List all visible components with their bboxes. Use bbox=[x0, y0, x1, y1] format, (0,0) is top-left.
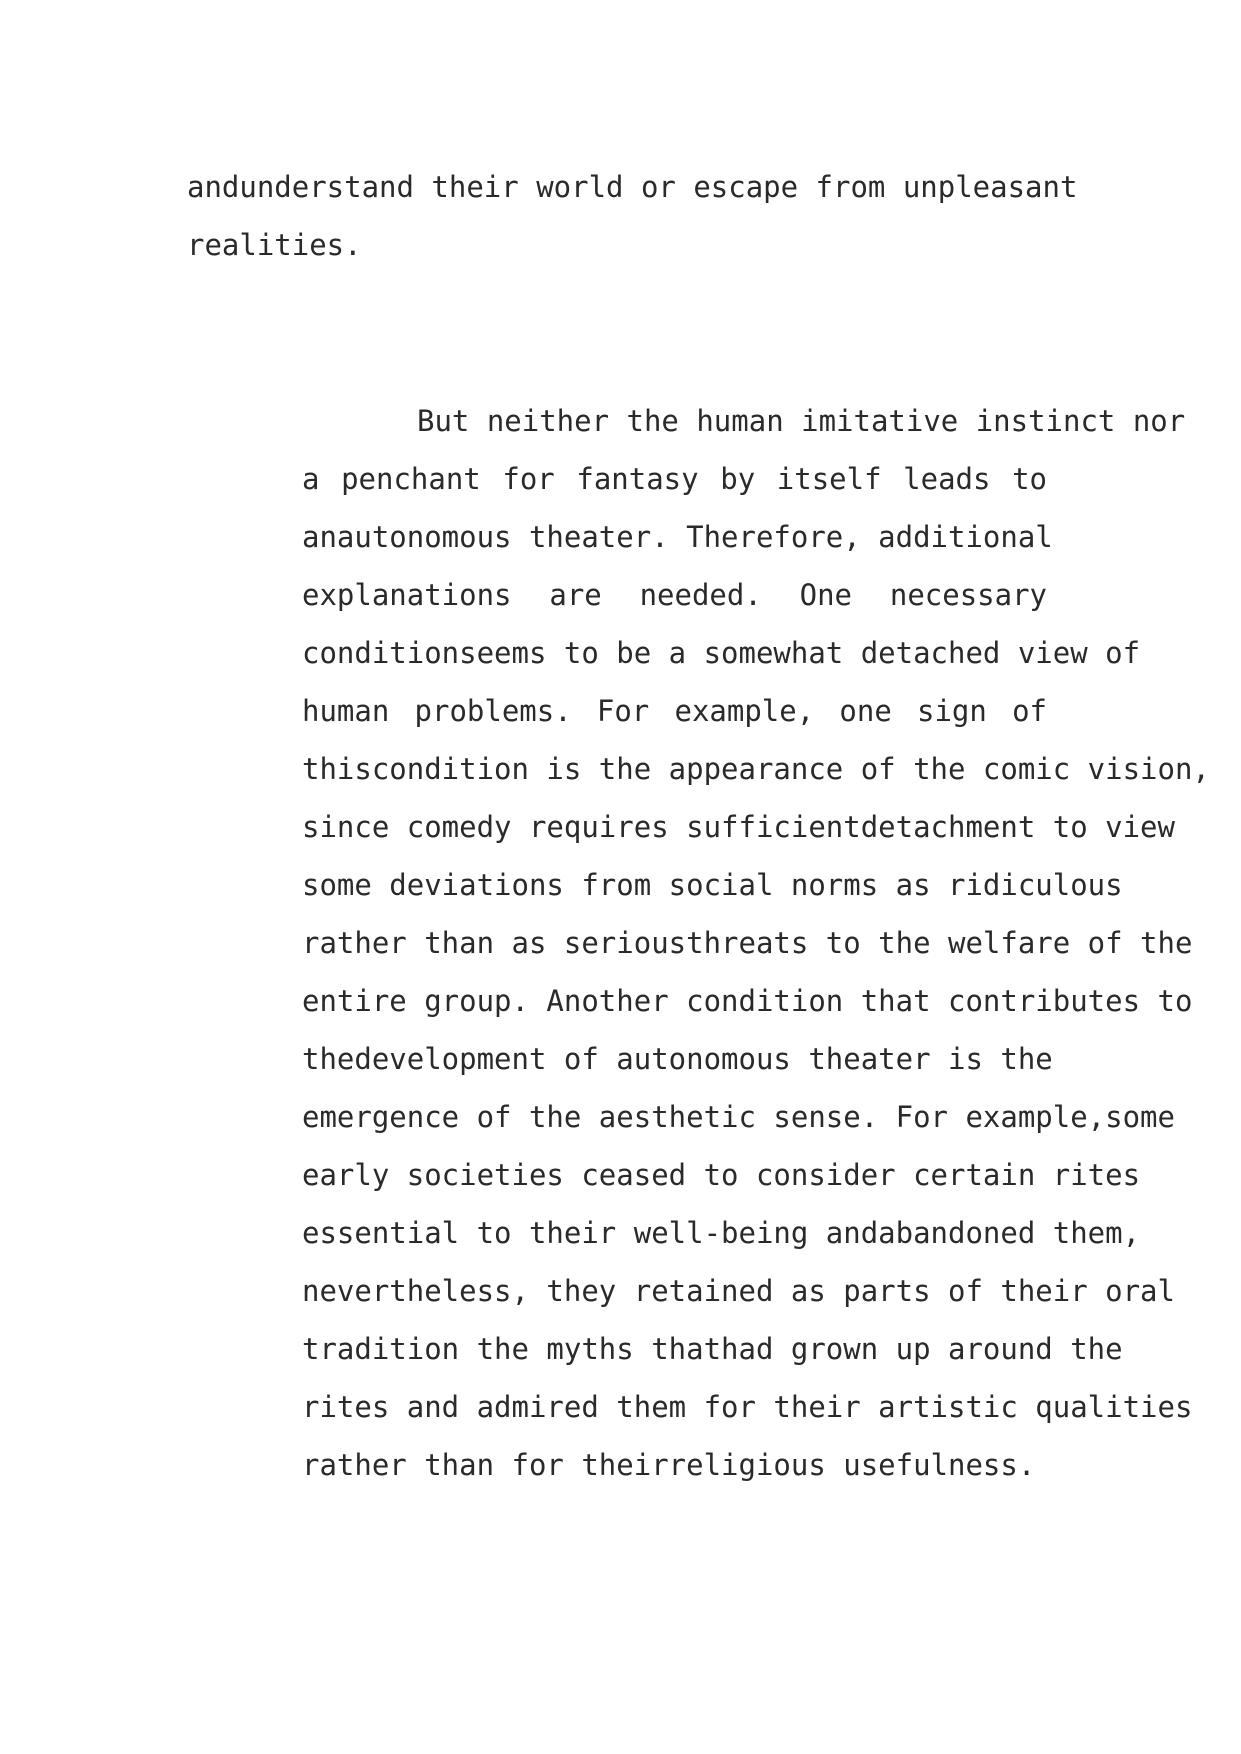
text-line: tradition the myths thathad grown up around the bbox=[302, 1332, 1123, 1366]
text-line: entire group. Another condition that contributes to bbox=[302, 984, 1193, 1018]
text-line: andunderstand their world or escape from unpleasant bbox=[187, 170, 1078, 204]
text-line: rather than for theirreligious usefulness. bbox=[302, 1448, 1036, 1482]
paragraph-1 bbox=[187, 158, 1078, 274]
text-line: human problems. For example, one sign of bbox=[302, 694, 1047, 728]
text-line: emergence of the aesthetic sense. For example,some bbox=[302, 1100, 1175, 1134]
text-line: realities. bbox=[187, 228, 362, 262]
text-line: thiscondition is the appearance of the comic vision, bbox=[302, 752, 1210, 786]
text-line: rites and admired them for their artistic qualities bbox=[302, 1390, 1193, 1424]
text-line: conditionseems to be a somewhat detached view of bbox=[302, 636, 1141, 670]
paragraph-2 bbox=[187, 392, 1210, 1494]
text-line: thedevelopment of autonomous theater is the bbox=[302, 1042, 1053, 1076]
text-line: nevertheless, they retained as parts of their oral bbox=[302, 1274, 1175, 1308]
text-line: early societies ceased to consider certain rites bbox=[302, 1158, 1141, 1192]
text-line: explanations are needed. One necessary bbox=[302, 578, 1047, 612]
text-line: anautonomous theater. Therefore, additional bbox=[302, 520, 1053, 554]
text-line: But neither the human imitative instinct nor bbox=[417, 404, 1186, 438]
text-line: some deviations from social norms as ridiculous bbox=[302, 868, 1123, 902]
text-line: a penchant for fantasy by itself leads to bbox=[302, 462, 1047, 496]
text-line: essential to their well-being andabandoned them, bbox=[302, 1216, 1141, 1250]
text-line: rather than as seriousthreats to the welfare of the bbox=[302, 926, 1193, 960]
text-line: since comedy requires sufficientdetachment to view bbox=[302, 810, 1175, 844]
